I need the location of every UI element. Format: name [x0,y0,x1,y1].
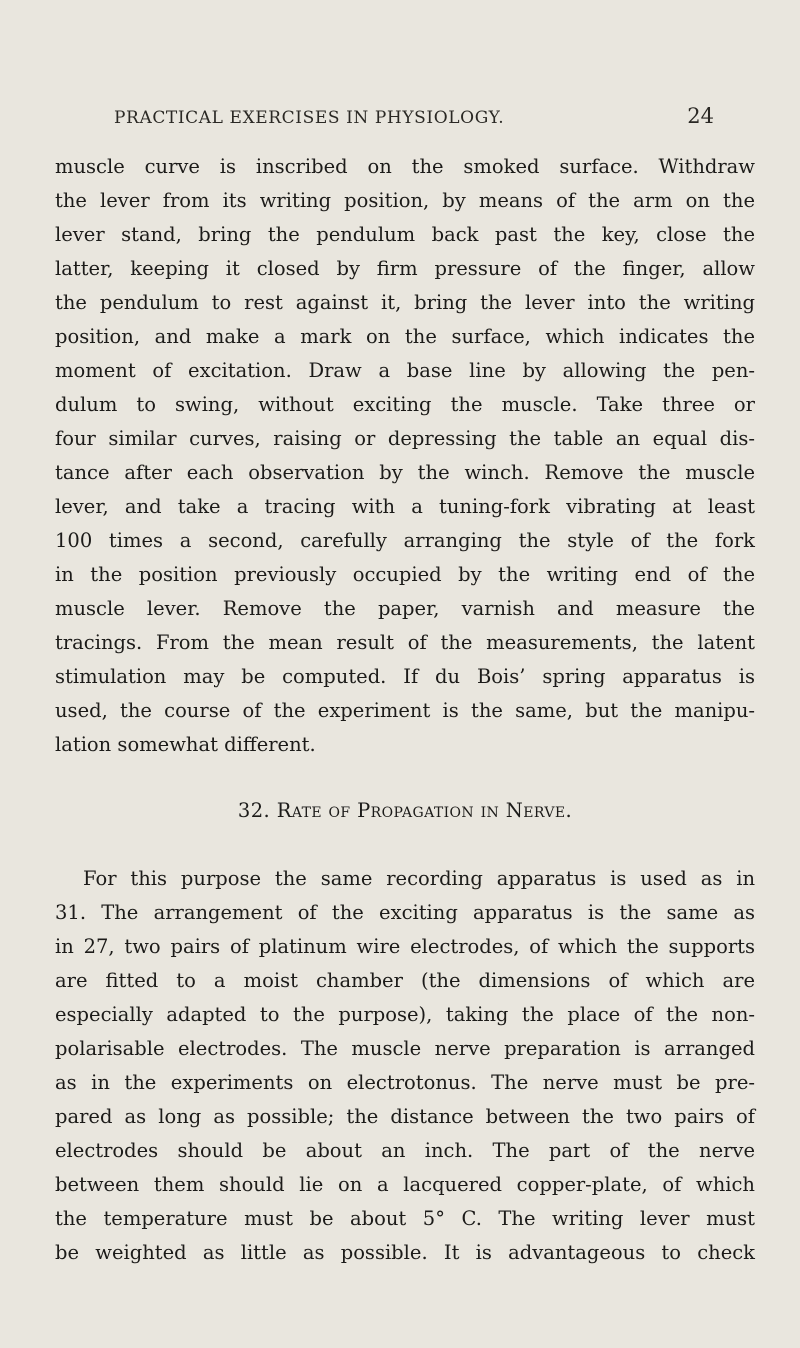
text-line: latter, keeping it closed by firm pressure of the finger, allow [55,257,755,280]
text-line: in 27, two pairs of platinum wire electrodes, of which the supports [55,935,755,958]
text-line: moment of excitation. Draw a base line by allowing the pen- [55,359,755,382]
text-line: pared as long as possible; the distance between the two pairs of [55,1105,755,1128]
text-line: position, and make a mark on the surface, which indicates the [55,325,755,348]
paragraph [55,862,755,1270]
text-line: 31. The arrangement of the exciting apparatus is the same as [55,901,755,924]
text-line: the lever from its writing position, by means of the arm on the [55,189,755,212]
running-head: PRACTICAL EXERCISES IN PHYSIOLOGY. [114,108,505,128]
text-line: polarisable electrodes. The muscle nerve preparation is arranged [55,1037,755,1060]
text-line: dulum to swing, without exciting the muscle. Take three or [55,393,755,416]
text-line: lation somewhat different. [55,733,316,756]
text-line: used, the course of the experiment is the same, but the manipu- [55,699,755,722]
text-line: especially adapted to the purpose), taking the place of the non- [55,1003,755,1026]
text-line: four similar curves, raising or depressing the table an equal dis- [55,427,755,450]
text-line: muscle curve is inscribed on the smoked surface. Withdraw [55,155,755,178]
text-line: stimulation may be computed. If du Bois’ spring apparatus is [55,665,755,688]
text-line: muscle lever. Remove the paper, varnish and measure the [55,597,755,620]
text-line: in the position previously occupied by the writing end of the [55,563,755,586]
section-title: Rate of Propagation in Nerve. [276,799,573,822]
text-line: be weighted as little as possible. It is advantageous to check [55,1241,755,1264]
text-line: are fitted to a moist chamber (the dimensions of which are [55,969,755,992]
page-number: 24 [687,104,714,128]
body-text [55,150,755,1270]
section-number: 32. [237,799,271,822]
text-line: as in the experiments on electrotonus. The nerve must be pre- [55,1071,755,1094]
text-line: the temperature must be about 5° C. The writing lever must [55,1207,755,1230]
paragraph-continued [55,150,755,762]
text-line: between them should lie on a lacquered copper-plate, of which [55,1173,755,1196]
text-line: electrodes should be about an inch. The part of the nerve [55,1139,755,1162]
text-line: the pendulum to rest against it, bring the lever into the writing [55,291,755,314]
text-line: tance after each observation by the winch. Remove the muscle [55,461,755,484]
page-header [114,104,714,134]
section-heading [55,794,755,828]
text-line: 100 times a second, carefully arranging the style of the fork [55,529,755,552]
text-line: For this purpose the same recording apparatus is used as in [83,867,755,890]
text-line: lever stand, bring the pendulum back past the key, close the [55,223,755,246]
text-line: lever, and take a tracing with a tuning-fork vibrating at least [55,495,755,518]
text-line: tracings. From the mean result of the measurements, the latent [55,631,755,654]
